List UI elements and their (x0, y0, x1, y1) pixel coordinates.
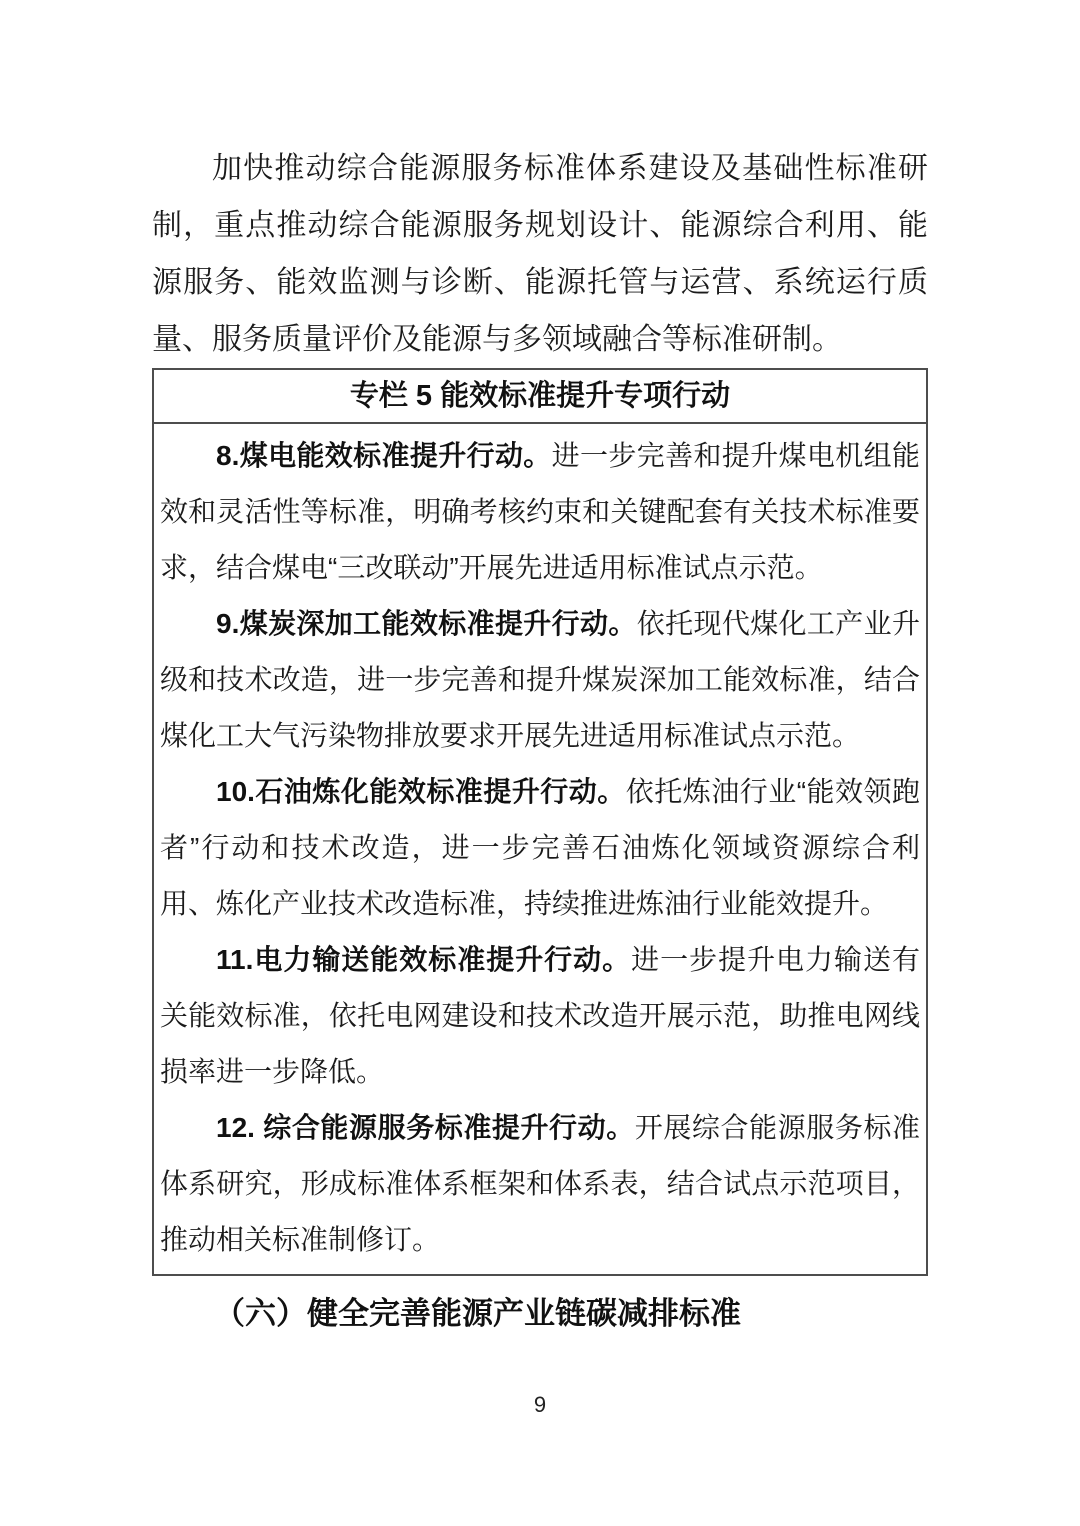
box-item-10-lead: 10.石油炼化能效标准提升行动。 (216, 776, 626, 807)
special-column-box (152, 368, 928, 1276)
box-title: 专栏 5 能效标准提升专项行动 (154, 370, 926, 424)
box-item-8 (160, 428, 920, 596)
box-body (154, 424, 926, 1274)
box-item-11-body: 进一步提升电力输送有关能效标准，依托电网建设和技术改造开展示范，助推电网线损率进一步降低。 (160, 944, 920, 1087)
box-item-11 (160, 932, 920, 1100)
box-item-12-lead: 12. 综合能源服务标准提升行动。 (216, 1112, 635, 1143)
box-item-12-body: 开展综合能源服务标准体系研究，形成标准体系框架和体系表，结合试点示范项目，推动相关标准制修订。 (160, 1112, 920, 1255)
box-item-8-body: 进一步完善和提升煤电机组能效和灵活性等标准，明确考核约束和关键配套有关技术标准要求，结合煤电“三改联动”开展先进适用标准试点示范。 (160, 440, 920, 583)
page-number: 9 (533, 1392, 547, 1417)
box-item-9-body: 依托现代煤化工产业升级和技术改造，进一步完善和提升煤炭深加工能效标准，结合煤化工大气污染物排放要求开展先进适用标准试点示范。 (160, 608, 920, 751)
box-item-12 (160, 1100, 920, 1268)
box-item-9-lead: 9.煤炭深加工能效标准提升行动。 (216, 608, 637, 639)
box-item-9 (160, 596, 920, 764)
section-heading: （六）健全完善能源产业链碳减排标准 (214, 1296, 741, 1331)
intro-paragraph: 加快推动综合能源服务标准体系建设及基础性标准研制，重点推动综合能源服务规划设计、能源综合利用、能源服务、能效监测与诊断、能源托管与运营、系统运行质量、服务质量评价及能源与多领域融合等标准研制。 (152, 152, 928, 356)
box-item-8-lead: 8.煤电能效标准提升行动。 (216, 440, 552, 471)
box-item-10 (160, 764, 920, 932)
box-item-11-lead: 11.电力输送能效标准提升行动。 (216, 944, 632, 975)
box-item-10-body: 依托炼油行业“能效领跑者”行动和技术改造，进一步完善石油炼化领域资源综合利用、炼化产业技术改造标准，持续推进炼油行业能效提升。 (160, 776, 920, 919)
